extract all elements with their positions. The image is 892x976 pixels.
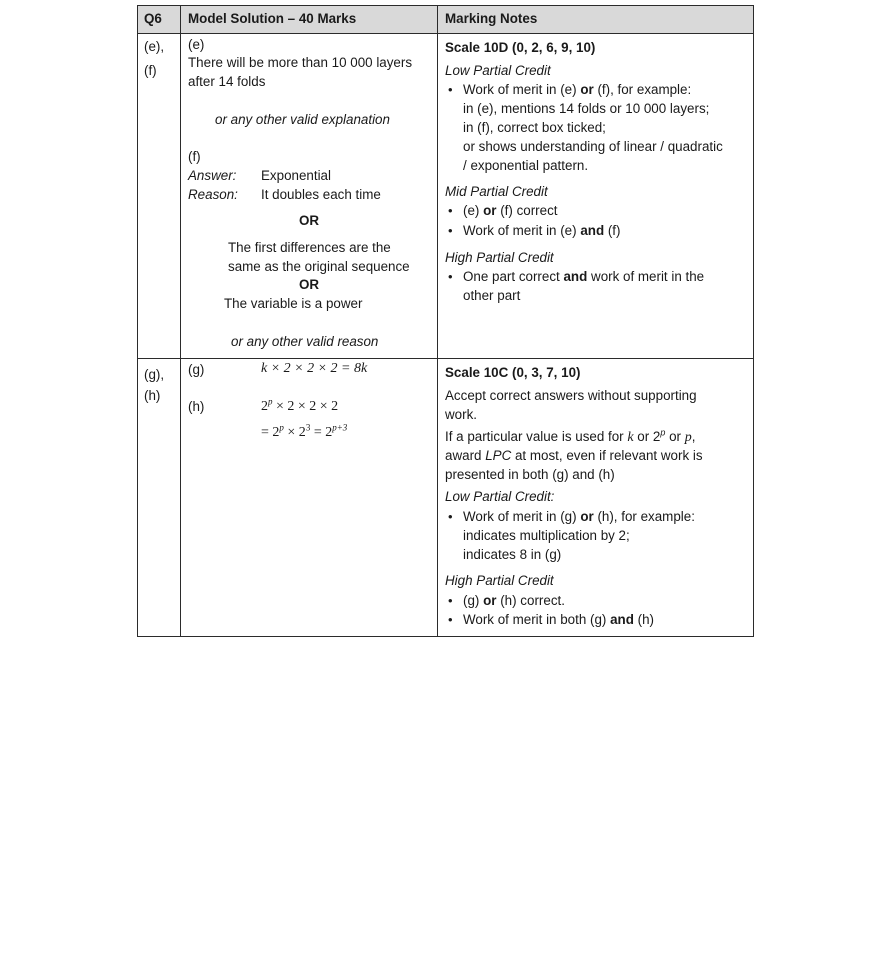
notes2-particular-line1: If a particular value is used for k or 2$^p$ or p, — [445, 427, 696, 445]
solution-f-answer-label: Answer: — [188, 168, 237, 183]
notes2-accept-line1: Accept correct answers without supporting — [445, 388, 697, 403]
solution-f-alt1-line2: same as the original sequence — [228, 259, 410, 274]
row2-part-g: (g), — [144, 367, 165, 382]
notes2-low-line1: Work of merit in (g) or (h), for example: — [463, 509, 695, 524]
notes2-high-line1: (g) or (h) correct. — [463, 593, 565, 608]
notes2-low-line3: indicates 8 in (g) — [463, 547, 562, 562]
solution-f-answer: Exponential — [261, 168, 331, 183]
solution-e-label: (e) — [188, 37, 205, 52]
notes1-low-line1: Work of merit in (e) or (f), for example: — [463, 82, 692, 97]
table-border-left — [137, 5, 138, 637]
notes2-high-bullet-2: • — [448, 612, 453, 627]
notes1-low-heading: Low Partial Credit — [445, 63, 551, 78]
notes1-high-line1: One part correct and work of merit in the — [463, 269, 705, 284]
notes1-low-line4: or shows understanding of linear / quadratic — [463, 139, 723, 154]
notes2-low-bullet: • — [448, 509, 453, 524]
notes2-low-heading: Low Partial Credit: — [445, 489, 555, 504]
notes1-mid-bullet-1: • — [448, 203, 453, 218]
row2-part-h: (h) — [144, 388, 161, 403]
notes1-mid-line2: Work of merit in (e) and (f) — [463, 223, 621, 238]
notes1-high-line2: other part — [463, 288, 521, 303]
solution-f-reason-label: Reason: — [188, 187, 238, 202]
header-marking-notes: Marking Notes — [445, 11, 538, 26]
solution-f-reason: It doubles each time — [261, 187, 381, 202]
notes2-accept-line2: work. — [445, 407, 477, 422]
notes1-mid-bullet-2: • — [448, 223, 453, 238]
notes2-high-heading: High Partial Credit — [445, 573, 554, 588]
notes1-low-line2: in (e), mentions 14 folds or 10 000 layers; — [463, 101, 710, 116]
notes1-mid-line1: (e) or (f) correct — [463, 203, 558, 218]
notes1-low-line5: / exponential pattern. — [463, 158, 589, 173]
notes1-mid-heading: Mid Partial Credit — [445, 184, 548, 199]
solution-e-line2: after 14 folds — [188, 74, 266, 89]
solution-f-alt1-line1: The first differences are the — [228, 240, 391, 255]
notes1-high-bullet: • — [448, 269, 453, 284]
solution-e-other: or any other valid explanation — [215, 112, 390, 127]
solution-h-label: (h) — [188, 399, 205, 414]
table-border-top — [137, 5, 754, 6]
notes2-low-line2: indicates multiplication by 2; — [463, 528, 630, 543]
solution-g-expression: k × 2 × 2 × 2 = 8k — [261, 361, 368, 376]
solution-f-or-2: OR — [299, 277, 320, 292]
table-border-bottom — [137, 636, 754, 637]
column-divider-2 — [437, 5, 438, 637]
solution-f-or-1: OR — [299, 213, 320, 228]
solution-f-label: (f) — [188, 149, 201, 164]
notes2-particular-line3: presented in both (g) and (h) — [445, 467, 615, 482]
solution-h-line1: $2^p \times 2 \times 2 \times 2$ — [261, 396, 339, 414]
solution-g-label: (g) — [188, 362, 205, 377]
row-divider — [137, 358, 754, 359]
header-divider — [137, 33, 754, 34]
notes2-high-line2: Work of merit in both (g) and (h) — [463, 612, 655, 627]
solution-f-other: or any other valid reason — [231, 334, 379, 349]
notes2-high-bullet-1: • — [448, 593, 453, 608]
table-border-right — [753, 5, 754, 637]
notes1-low-bullet: • — [448, 82, 453, 97]
solution-f-alt2: The variable is a power — [224, 296, 363, 311]
solution-e-line1: There will be more than 10 000 layers — [188, 55, 413, 70]
row1-part-e: (e), — [144, 39, 165, 54]
notes1-scale: Scale 10D (0, 2, 6, 9, 10) — [445, 40, 596, 55]
column-divider-1 — [180, 5, 181, 637]
notes2-particular-line2: award LPC at most, even if relevant work is — [445, 448, 703, 463]
solution-h-line2: = $2^p \times 2^3 = 2^{p+3}$ — [261, 422, 348, 440]
row1-part-f: (f) — [144, 63, 157, 78]
notes2-scale: Scale 10C (0, 3, 7, 10) — [445, 365, 581, 380]
notes1-low-line3: in (f), correct box ticked; — [463, 120, 606, 135]
header-model-solution: Model Solution – 40 Marks — [188, 11, 357, 26]
notes1-high-heading: High Partial Credit — [445, 250, 554, 265]
header-question: Q6 — [144, 11, 162, 26]
